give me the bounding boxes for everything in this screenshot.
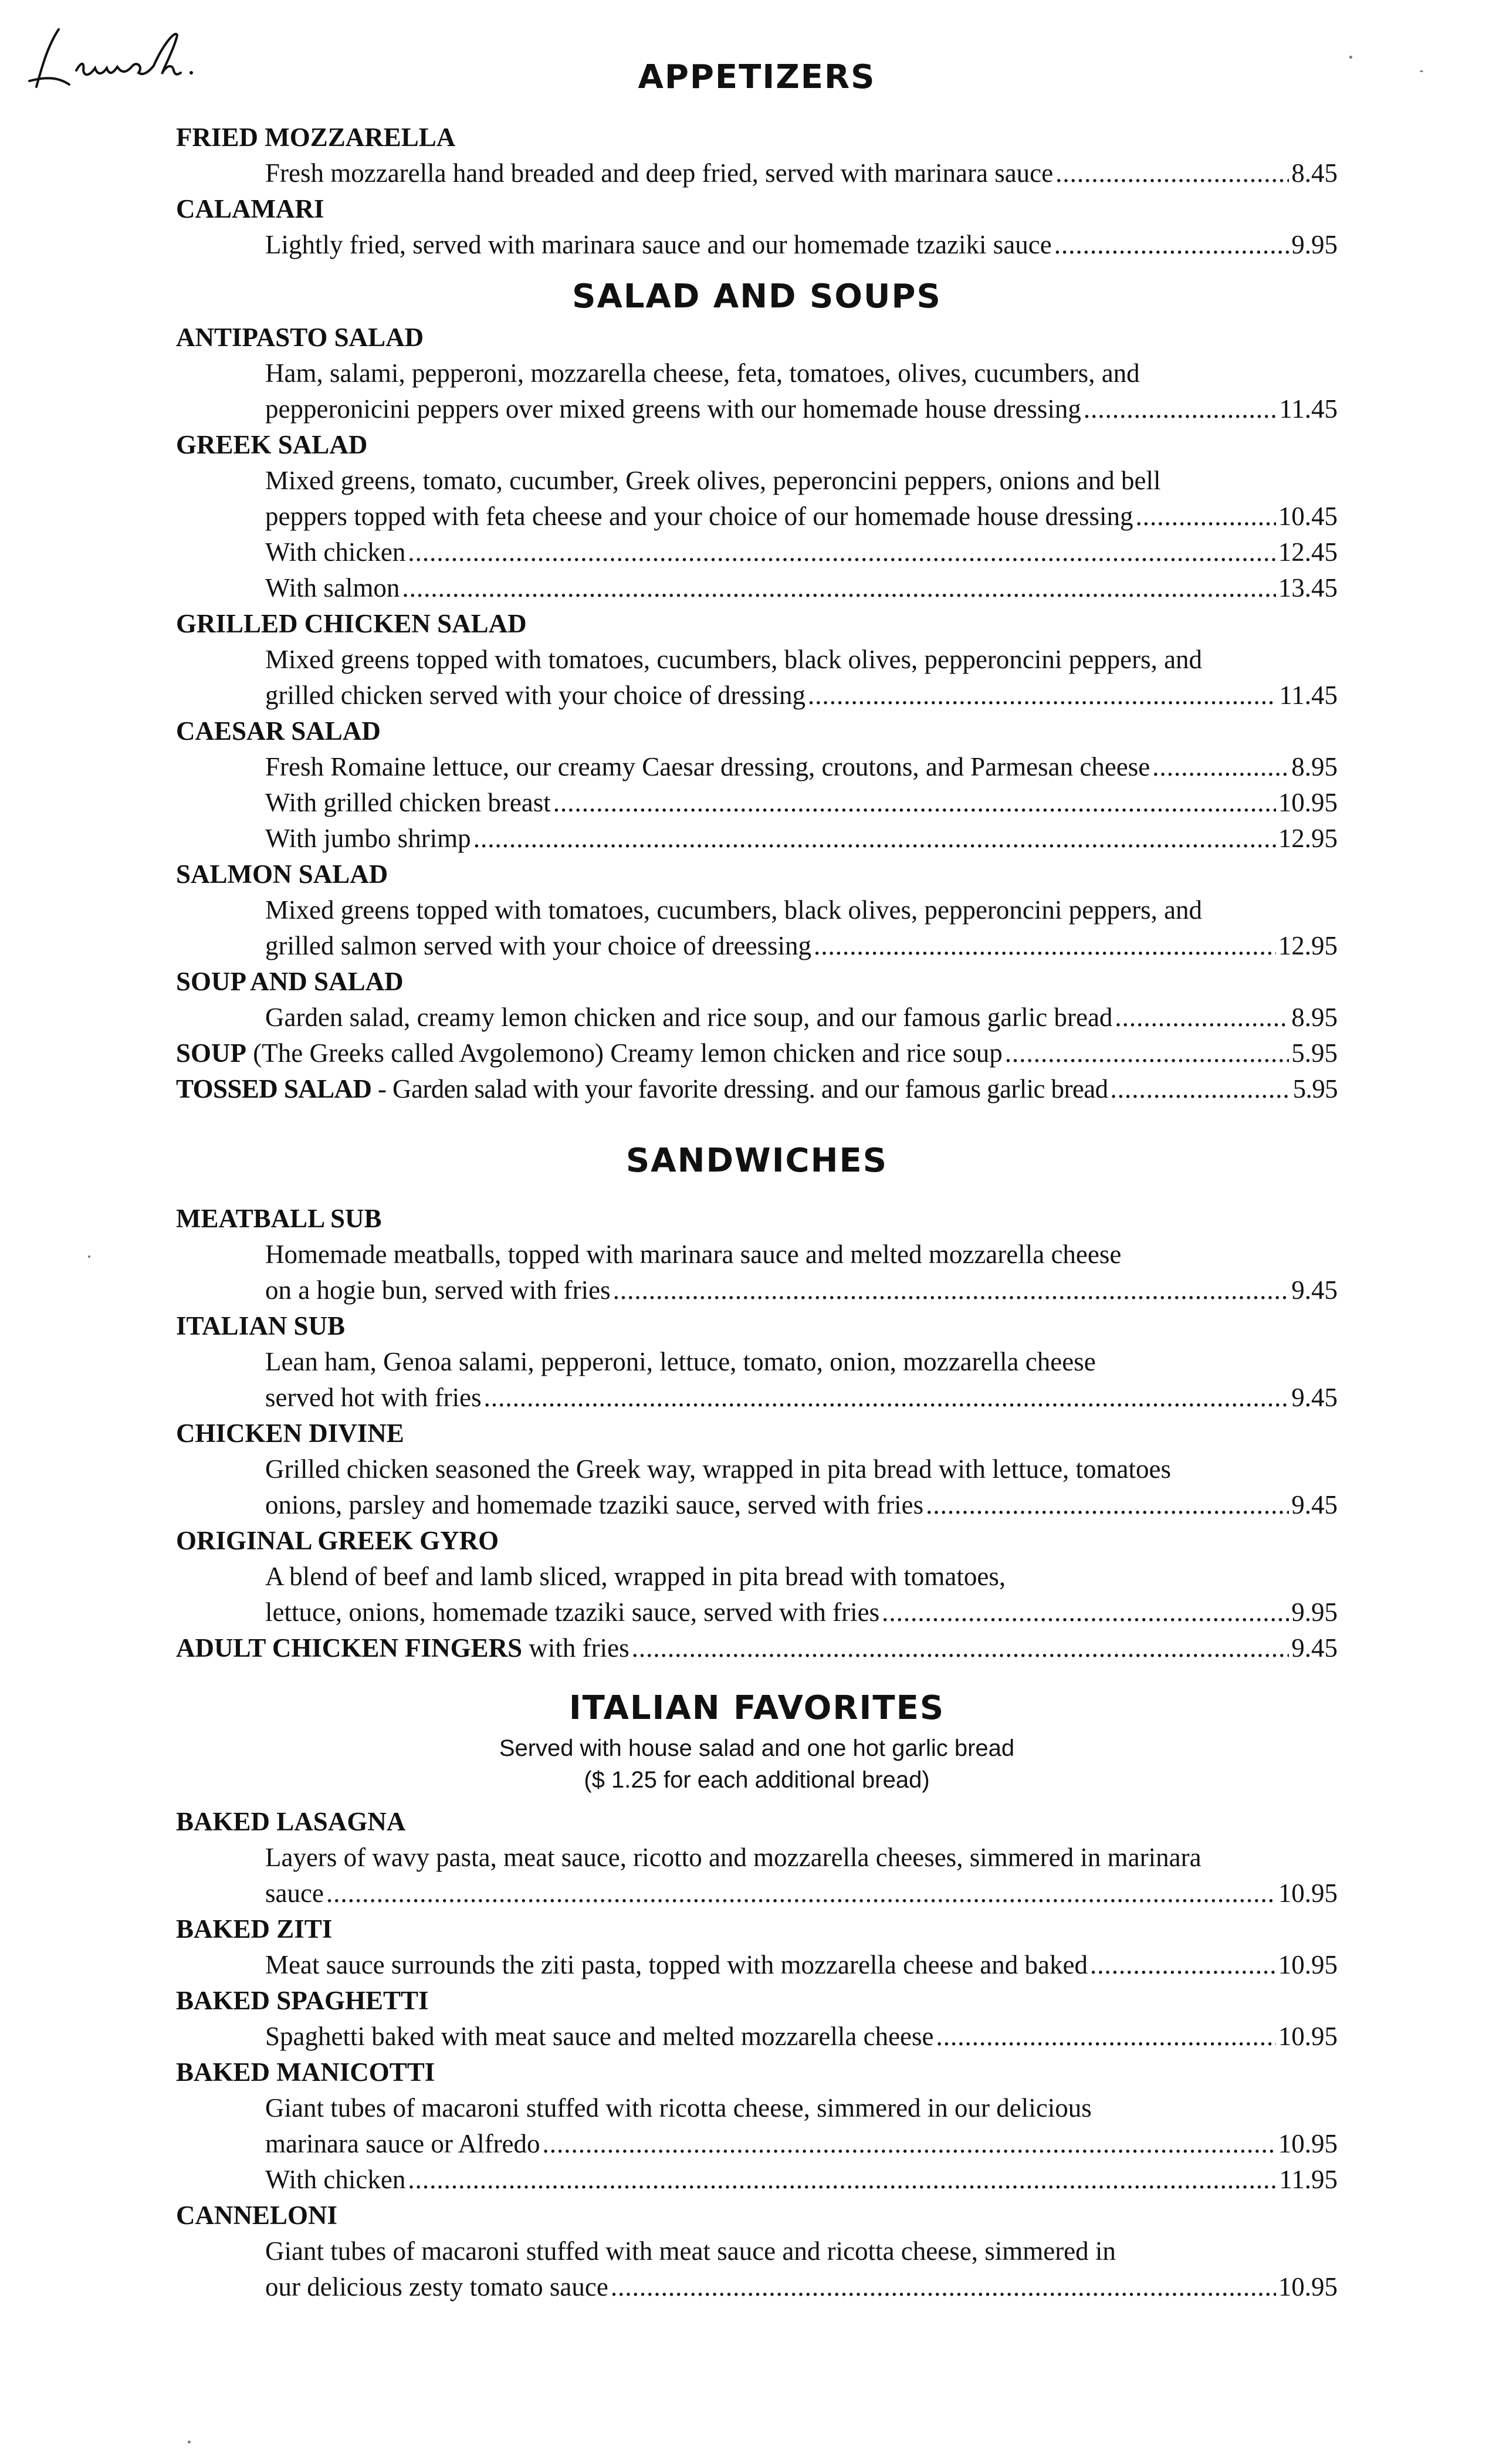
item-desc: Lean ham, Genoa salami, pepperoni, lettuce, tomato, onion, mozzarella cheese [265, 1347, 1096, 1377]
item-name: ORIGINAL GREEK GYRO [176, 1526, 499, 1556]
option-label: With chicken [265, 2164, 406, 2194]
dot-leader [808, 678, 1277, 713]
dot-leader [632, 1630, 1289, 1666]
dot-leader [408, 534, 1275, 570]
item-option-line [265, 570, 1338, 606]
item-name: SALMON SALAD [176, 859, 388, 889]
option-price: 12.95 [1278, 823, 1338, 853]
dot-leader [814, 928, 1276, 964]
item-desc-line [265, 1000, 1338, 1035]
menu-item [176, 1523, 1338, 1630]
item-desc: marinara sauce or Alfredo [265, 2128, 540, 2158]
item-price: 8.95 [1291, 752, 1338, 781]
menu-item [176, 427, 1338, 606]
item-price: 9.45 [1291, 1633, 1338, 1663]
item-name: BAKED SPAGHETTI [176, 1985, 429, 2015]
dot-leader [484, 1380, 1289, 1416]
scan-speck [188, 2441, 191, 2443]
dot-leader [936, 2019, 1276, 2055]
item-desc: peppers topped with feta cheese and your choice of our homemade house dressing [265, 501, 1133, 531]
item-price: 10.45 [1278, 501, 1338, 531]
menu-item-inline [176, 1630, 1338, 1666]
item-desc-line [265, 1272, 1338, 1308]
item-desc: Giant tubes of macaroni stuffed with meat sauce and ricotta cheese, simmered in [265, 2236, 1116, 2266]
section-title-italian-favorites: ITALIAN FAVORITES [568, 1689, 945, 1728]
option-label: With grilled chicken breast [265, 787, 551, 817]
item-desc-line [265, 2126, 1338, 2162]
item-name: MEATBALL SUB [176, 1204, 382, 1234]
dot-leader [1115, 1000, 1289, 1035]
item-desc: sauce [265, 1878, 324, 1908]
dot-leader [1152, 749, 1289, 785]
item-name: BAKED LASAGNA [176, 1806, 406, 1836]
section-title-appetizers: APPETIZERS [638, 58, 876, 96]
option-label: With salmon [265, 573, 400, 603]
item-name: CAESAR SALAD [176, 716, 381, 746]
item-option-line [265, 534, 1338, 570]
menu-item [176, 191, 1338, 263]
item-desc: grilled salmon served with your choice of dreessing [265, 930, 812, 960]
dot-leader [1054, 227, 1289, 263]
menu-item [176, 120, 1338, 191]
item-desc: with fries [522, 1633, 629, 1663]
item-desc-line [265, 227, 1338, 263]
item-name: FRIED MOZZARELLA [176, 123, 456, 153]
item-desc-line [265, 928, 1338, 964]
menu-item [176, 320, 1338, 427]
item-price: 10.95 [1278, 1949, 1338, 1979]
dot-leader [473, 821, 1276, 857]
dot-leader [1005, 1035, 1289, 1071]
menu-item [176, 964, 1338, 1035]
item-option-line [265, 785, 1338, 821]
item-desc-line [265, 1947, 1338, 1983]
item-price: 11.45 [1279, 394, 1338, 424]
item-desc-line [265, 391, 1338, 427]
item-desc: onions, parsley and homemade tzaziki sauce, served with fries [265, 1490, 924, 1520]
item-desc: Mixed greens topped with tomatoes, cucumbers, black olives, pepperoncini peppers, and [265, 895, 1203, 925]
item-option-line [265, 2162, 1338, 2198]
item-desc-line [265, 155, 1338, 191]
item-desc-line [265, 1876, 1338, 1911]
item-price: 10.95 [1278, 2272, 1338, 2301]
item-name: CALAMARI [176, 194, 324, 224]
item-desc-line [265, 1380, 1338, 1416]
menu-item [176, 606, 1338, 713]
item-desc: Fresh mozzarella hand breaded and deep fried, served with marinara sauce [265, 158, 1054, 188]
item-price: 9.45 [1291, 1275, 1338, 1305]
item-option-line [265, 821, 1338, 857]
option-price: 10.95 [1278, 787, 1338, 817]
item-name: GREEK SALAD [176, 429, 368, 459]
menu-item [176, 2198, 1338, 2305]
item-desc: Mixed greens topped with tomatoes, cucumbers, black olives, pepperoncini peppers, and [265, 644, 1203, 674]
item-name: SOUP [176, 1038, 247, 1068]
item-name: BAKED ZITI [176, 1914, 333, 1944]
item-desc: our delicious zesty tomato sauce [265, 2272, 608, 2301]
item-desc: Spaghetti baked with meat sauce and melted mozzarella cheese [265, 2021, 934, 2051]
option-price: 12.45 [1278, 537, 1338, 567]
item-desc: lettuce, onions, homemade tzaziki sauce, served with fries [265, 1597, 880, 1627]
item-price: 8.45 [1291, 158, 1338, 188]
dot-leader [402, 570, 1275, 606]
item-desc: Meat sauce surrounds the ziti pasta, topped with mozzarella cheese and baked [265, 1949, 1088, 1979]
menu-item [176, 1911, 1338, 1983]
item-name: BAKED MANICOTTI [176, 2057, 435, 2087]
dot-leader [1090, 1947, 1276, 1983]
scan-speck [88, 1255, 90, 1258]
item-desc-line [265, 1487, 1338, 1523]
item-desc: Fresh Romaine lettuce, our creamy Caesar dressing, croutons, and Parmesan cheese [265, 752, 1150, 781]
dot-leader [1136, 499, 1276, 534]
item-price: 11.45 [1279, 680, 1338, 710]
scan-speck [1349, 56, 1352, 59]
item-desc: pepperonicini peppers over mixed greens with our homemade house dressing [265, 394, 1081, 424]
item-price: 9.95 [1291, 1597, 1338, 1627]
dot-leader [408, 2162, 1277, 2198]
item-desc: Mixed greens, tomato, cucumber, Greek olives, peperoncini peppers, onions and bell [265, 465, 1161, 495]
menu-item-inline [176, 1035, 1338, 1071]
section-subtitle: Served with house salad and one hot garlic bread [499, 1735, 1015, 1761]
dot-leader [1055, 155, 1289, 191]
dot-leader [613, 1272, 1289, 1308]
menu-item [176, 1308, 1338, 1416]
item-price: 8.95 [1291, 1002, 1338, 1032]
item-desc-line [265, 749, 1338, 785]
dot-leader [1110, 1071, 1290, 1107]
item-desc: Layers of wavy pasta, meat sauce, ricotto and mozzarella cheeses, simmered in marinara [265, 1842, 1201, 1872]
item-desc: - Garden salad with your favorite dressing. and our famous garlic bread [371, 1074, 1108, 1104]
item-desc: Homemade meatballs, topped with marinara sauce and melted mozzarella cheese [265, 1240, 1122, 1270]
item-price: 5.95 [1291, 1038, 1338, 1068]
item-desc: (The Greeks called Avgolemono) Creamy lemon chicken and rice soup [246, 1038, 1003, 1068]
item-desc: A blend of beef and lamb sliced, wrapped in pita bread with tomatoes, [265, 1562, 1006, 1592]
item-desc-line [265, 499, 1338, 534]
dot-leader [611, 2269, 1276, 2305]
item-desc: grilled chicken served with your choice of dressing [265, 680, 805, 710]
section-subtitle: ($ 1.25 for each additional bread) [584, 1766, 930, 1793]
item-name: ADULT CHICKEN FINGERS [176, 1633, 523, 1663]
option-price: 13.45 [1278, 573, 1338, 603]
item-price: 10.95 [1278, 2128, 1338, 2158]
dot-leader [1084, 391, 1277, 427]
item-desc-line [265, 2019, 1338, 2055]
item-price: 9.45 [1291, 1490, 1338, 1520]
menu-item [176, 2055, 1338, 2198]
item-desc-line [265, 2269, 1338, 2305]
menu-item [176, 1416, 1338, 1523]
item-price: 9.95 [1291, 230, 1338, 260]
menu-item [176, 1804, 1338, 1911]
item-price: 12.95 [1278, 930, 1338, 960]
item-price: 5.95 [1292, 1074, 1338, 1104]
item-name: SOUP AND SALAD [176, 966, 404, 996]
item-price: 10.95 [1278, 2021, 1338, 2051]
section-title-salad-and-soups: SALAD AND SOUPS [572, 277, 942, 316]
item-name: CHICKEN DIVINE [176, 1419, 404, 1448]
item-desc: Giant tubes of macaroni stuffed with ricotta cheese, simmered in our delicious [265, 2093, 1092, 2123]
option-price: 11.95 [1279, 2164, 1338, 2194]
item-price: 9.45 [1291, 1383, 1338, 1413]
dot-leader [543, 2126, 1276, 2162]
menu-item [176, 713, 1338, 857]
item-name: ITALIAN SUB [176, 1311, 345, 1341]
item-price: 10.95 [1278, 1878, 1338, 1908]
scan-speck [1420, 70, 1423, 72]
dot-leader [553, 785, 1276, 821]
item-desc: Garden salad, creamy lemon chicken and rice soup, and our famous garlic bread [265, 1002, 1113, 1032]
item-desc-line [265, 1595, 1338, 1630]
dot-leader [882, 1595, 1289, 1630]
dot-leader [926, 1487, 1289, 1523]
item-desc: Grilled chicken seasoned the Greek way, wrapped in pita bread with lettuce, tomatoes [265, 1454, 1172, 1484]
item-desc: served hot with fries [265, 1383, 482, 1413]
menu-item [176, 1201, 1338, 1308]
item-name: GRILLED CHICKEN SALAD [176, 608, 527, 638]
menu-item-inline [176, 1071, 1338, 1107]
item-desc: Ham, salami, pepperoni, mozzarella cheese, feta, tomatoes, olives, cucumbers, and [265, 358, 1140, 388]
item-name: TOSSED SALAD [176, 1074, 372, 1104]
item-name: ANTIPASTO SALAD [176, 322, 424, 352]
dot-leader [326, 1876, 1276, 1911]
item-desc: Lightly fried, served with marinara sauce and our homemade tzaziki sauce [265, 230, 1052, 260]
menu-content [176, 59, 1338, 2305]
menu-item [176, 1983, 1338, 2055]
item-desc-line [265, 678, 1338, 713]
section-title-sandwiches: SANDWICHES [625, 1141, 888, 1180]
option-label: With chicken [265, 537, 406, 567]
menu-item [176, 857, 1338, 964]
option-label: With jumbo shrimp [265, 823, 471, 853]
item-desc: on a hogie bun, served with fries [265, 1275, 611, 1305]
item-name: CANNELONI [176, 2200, 338, 2230]
